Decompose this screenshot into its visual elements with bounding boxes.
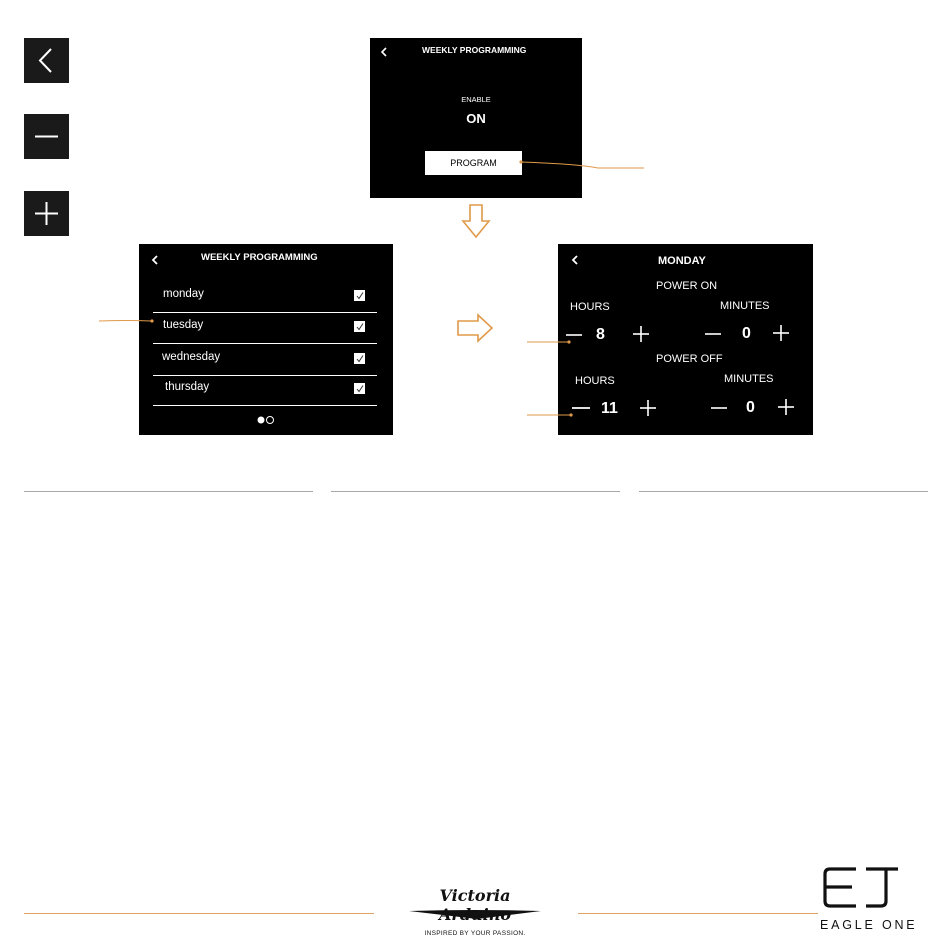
- right-arrow-icon: [456, 312, 496, 344]
- brand-logo-wordmark: Victoria: [439, 886, 511, 905]
- callout-line-days: [97, 314, 159, 328]
- enable-label: ENABLE: [461, 95, 491, 104]
- power-off-hours-label: HOURS: [575, 375, 615, 387]
- power-off-hours-plus-icon[interactable]: [639, 399, 657, 417]
- day-row-tuesday[interactable]: [153, 315, 377, 344]
- power-on-minutes-minus-icon[interactable]: [704, 325, 722, 343]
- screen-title: WEEKLY PROGRAMMING: [201, 252, 318, 263]
- day-row-thursday[interactable]: [153, 377, 377, 406]
- down-arrow-icon: [461, 204, 491, 240]
- day-checkbox[interactable]: [354, 321, 365, 332]
- power-on-hours-value: 8: [596, 326, 605, 343]
- brand-logo-swoosh: [405, 907, 545, 921]
- product-logo: [820, 866, 932, 944]
- day-label: monday: [163, 288, 204, 300]
- enable-screen: [370, 38, 582, 198]
- day-checkbox[interactable]: [354, 353, 365, 364]
- legend-minus-icon: [24, 114, 69, 159]
- column-rule-right: [639, 491, 928, 492]
- power-on-minutes-label: MINUTES: [720, 300, 770, 312]
- day-label: tuesday: [163, 319, 204, 331]
- column-rule-middle: [331, 491, 620, 492]
- product-logo-text: EAGLE ONE: [820, 918, 918, 932]
- callout-line-power-on-hours: [526, 336, 572, 348]
- enable-value[interactable]: ON: [466, 111, 486, 126]
- back-chevron-icon[interactable]: [150, 254, 160, 266]
- brand-logo: [405, 886, 545, 946]
- product-logo-mark: [822, 866, 902, 910]
- power-on-label: POWER ON: [656, 280, 718, 292]
- day-row-wednesday[interactable]: [153, 347, 377, 376]
- power-off-hours-value: 11: [601, 400, 618, 417]
- power-off-minutes-label: MINUTES: [724, 373, 774, 385]
- screen-title: MONDAY: [658, 255, 706, 267]
- back-chevron-icon[interactable]: [570, 254, 580, 266]
- power-on-hours-plus-icon[interactable]: [632, 325, 650, 343]
- page-dot-inactive: [267, 417, 274, 424]
- days-list-screen: [139, 244, 393, 435]
- power-on-minutes-plus-icon[interactable]: [772, 324, 790, 342]
- back-chevron-icon[interactable]: [379, 46, 389, 58]
- legend-plus-icon: [24, 191, 69, 236]
- screen-title: WEEKLY PROGRAMMING: [422, 45, 527, 55]
- power-on-minutes-value: 0: [742, 325, 751, 342]
- power-off-minutes-value: 0: [746, 399, 755, 416]
- power-off-minutes-minus-icon[interactable]: [710, 399, 728, 417]
- day-detail-screen: [558, 244, 813, 435]
- program-button[interactable]: PROGRAM: [425, 151, 522, 175]
- footer-rule-left: [24, 913, 374, 914]
- callout-line-program: [518, 158, 648, 174]
- callout-line-power-off-hours: [526, 409, 574, 421]
- day-checkbox[interactable]: [354, 290, 365, 301]
- column-rule-left: [24, 491, 313, 492]
- day-label: wednesday: [162, 351, 221, 363]
- day-checkbox[interactable]: [354, 383, 365, 394]
- page-indicator[interactable]: [256, 415, 280, 425]
- brand-tagline: INSPIRED BY YOUR PASSION.: [424, 930, 526, 937]
- footer-rule-right: [578, 913, 818, 914]
- power-off-hours-minus-icon[interactable]: [571, 399, 591, 417]
- legend-back-icon: [24, 38, 69, 83]
- power-on-hours-label: HOURS: [570, 301, 610, 313]
- power-off-label: POWER OFF: [656, 353, 723, 365]
- day-label: thursday: [165, 381, 210, 393]
- power-off-minutes-plus-icon[interactable]: [777, 398, 795, 416]
- day-row-monday[interactable]: [153, 284, 377, 313]
- page-dot-active: [258, 417, 265, 424]
